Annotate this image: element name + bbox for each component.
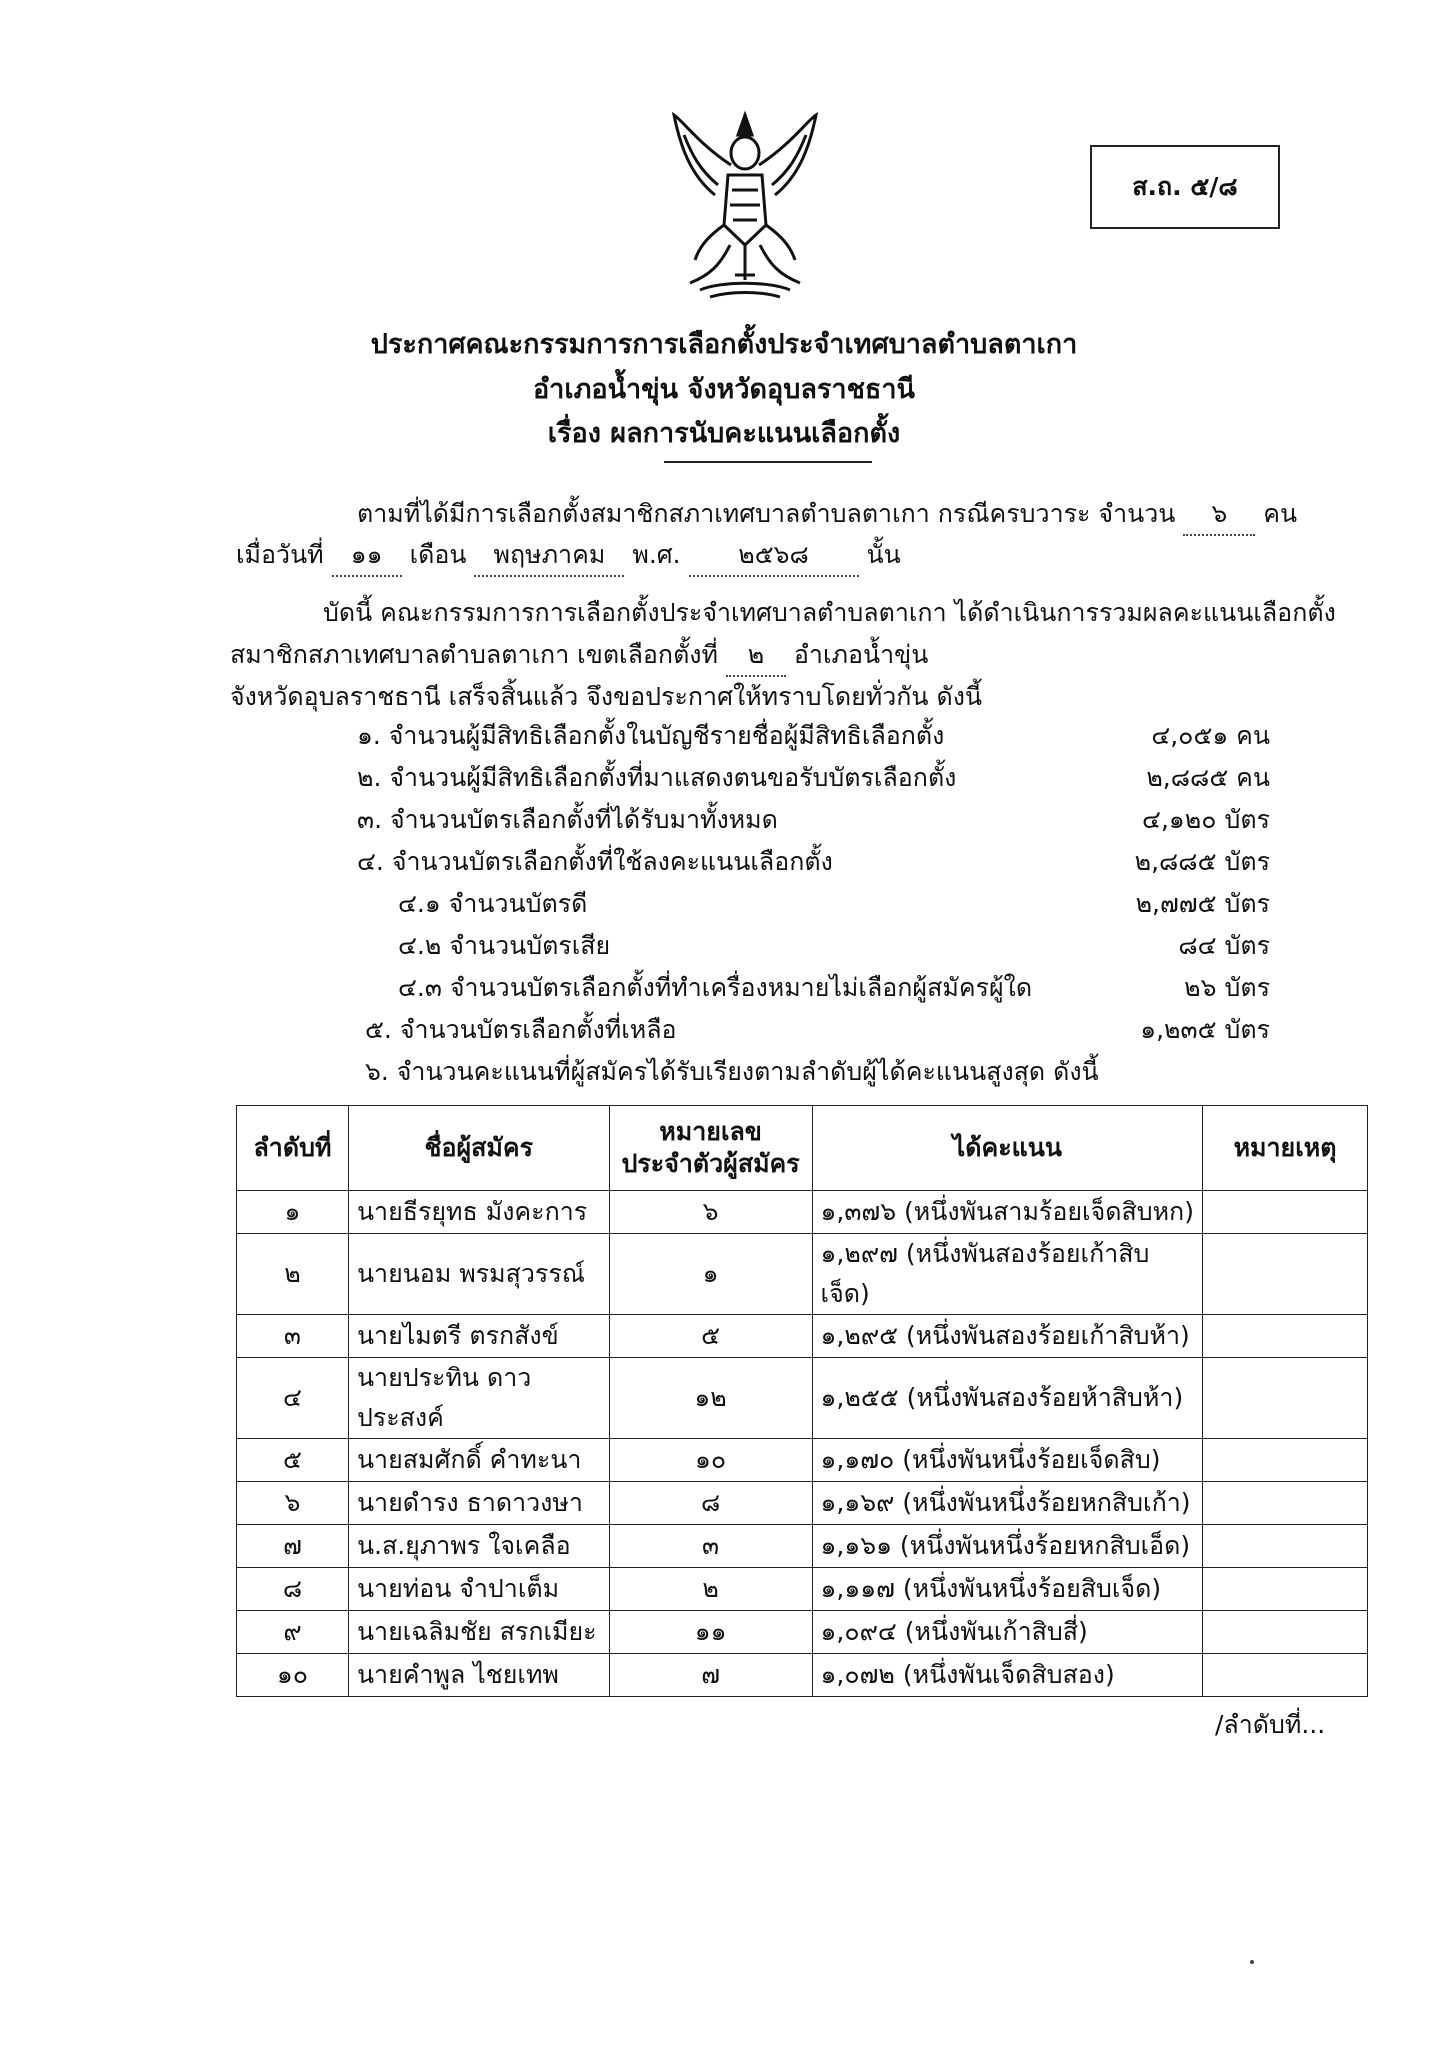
election-year: ๒๕๖๘ <box>689 535 859 577</box>
table-row <box>237 1525 1368 1568</box>
cell-number: ๑๑ <box>609 1611 812 1654</box>
cell-rank: ๑ <box>237 1191 349 1234</box>
cell-rank: ๕ <box>237 1439 349 1482</box>
stat-value: ๔,๑๒๐ บัตร <box>1142 805 1270 834</box>
cell-rank: ๒ <box>237 1234 349 1315</box>
announcement-subject: เรื่อง ผลการนับคะแนนเลือกตั้ง <box>547 418 901 449</box>
stat-value: ๔,๐๕๑ คน <box>1151 721 1270 750</box>
cell-rank: ๔ <box>237 1358 349 1439</box>
cell-remark <box>1203 1654 1368 1697</box>
cell-name: นายท่อน จำปาเต็ม <box>348 1568 609 1611</box>
header-number <box>609 1106 812 1191</box>
results-table <box>236 1105 1368 1697</box>
stat-label: ๓. จำนวนบัตรเลือกตั้งที่ได้รับมาทั้งหมด <box>357 805 778 834</box>
form-code: ส.ถ. ๕/๘ <box>1132 172 1238 201</box>
month-label: เดือน <box>409 540 467 569</box>
cell-number: ๒ <box>609 1568 812 1611</box>
garuda-emblem-icon <box>670 105 820 305</box>
district-number: ๒ <box>726 635 786 677</box>
cell-votes: ๑,๑๖๙ (หนึ่งพันหนึ่งร้อยหกสิบเก้า) <box>812 1482 1203 1525</box>
table-row <box>237 1482 1368 1525</box>
cell-name: นายประทิน ดาวประสงค์ <box>348 1358 609 1439</box>
cell-number: ๑๐ <box>609 1439 812 1482</box>
stat-label: ๒. จำนวนผู้มีสิทธิเลือกตั้งที่มาแสดงตนขอรับบัตรเลือกตั้ง <box>357 763 957 792</box>
stat-value: ๒๖ บัตร <box>1184 973 1270 1002</box>
stat-label: ๑. จำนวนผู้มีสิทธิเลือกตั้งในบัญชีรายชื่อผู้มีสิทธิเลือกตั้ง <box>357 721 945 750</box>
table-row <box>237 1439 1368 1482</box>
cell-name: น.ส.ยุภาพร ใจเคลือ <box>348 1525 609 1568</box>
table-row <box>237 1654 1368 1697</box>
table-row <box>237 1234 1368 1315</box>
cell-rank: ๘ <box>237 1568 349 1611</box>
cell-rank: ๓ <box>237 1315 349 1358</box>
cell-rank: ๖ <box>237 1482 349 1525</box>
cell-name: นายไมตรี ตรกสังข์ <box>348 1315 609 1358</box>
cell-votes: ๑,๑๖๑ (หนึ่งพันหนึ่งร้อยหกสิบเอ็ด) <box>812 1525 1203 1568</box>
body-line-2 <box>230 635 928 677</box>
cell-number: ๑ <box>609 1234 812 1315</box>
election-day: ๑๑ <box>332 535 402 577</box>
cell-rank: ๙ <box>237 1611 349 1654</box>
election-month: พฤษภาคม <box>474 535 624 577</box>
cell-votes: ๑,๐๗๒ (หนึ่งพันเจ็ดสิบสอง) <box>812 1654 1203 1697</box>
cell-remark <box>1203 1358 1368 1439</box>
header-number-line2: ประจำตัวผู้สมัคร <box>621 1149 800 1178</box>
cell-remark <box>1203 1315 1368 1358</box>
cell-remark <box>1203 1525 1368 1568</box>
cell-votes: ๑,๑๑๗ (หนึ่งพันหนึ่งร้อยสิบเจ็ด) <box>812 1568 1203 1611</box>
cell-remark <box>1203 1234 1368 1315</box>
body-line-1: บัดนี้ คณะกรรมการการเลือกตั้งประจำเทศบาลตำบลตาเกา ได้ดำเนินการรวมผลคะแนนเลือกตั้ง <box>323 598 1336 627</box>
continued-note: /ลำดับที่... <box>1215 1710 1326 1739</box>
cell-votes: ๑,๒๙๗ (หนึ่งพันสองร้อยเก้าสิบเจ็ด) <box>812 1234 1203 1315</box>
table-row <box>237 1191 1368 1234</box>
table-row <box>237 1315 1368 1358</box>
stat-label: ๕. จำนวนบัตรเลือกตั้งที่เหลือ <box>365 1015 677 1044</box>
cell-votes: ๑,๓๗๖ (หนึ่งพันสามร้อยเจ็ดสิบหก) <box>812 1191 1203 1234</box>
header-underline <box>664 461 872 463</box>
cell-remark <box>1203 1482 1368 1525</box>
cell-rank: ๑๐ <box>237 1654 349 1697</box>
cell-remark <box>1203 1191 1368 1234</box>
cell-name: นายเฉลิมชัย สรกเมียะ <box>348 1611 609 1654</box>
announcement-location: อำเภอน้ำขุ่น จังหวัดอุบลราชธานี <box>532 374 916 405</box>
cell-number: ๕ <box>609 1315 812 1358</box>
cell-remark <box>1203 1439 1368 1482</box>
stat-label: ๔.๑ จำนวนบัตรดี <box>398 889 588 918</box>
stat-value: ๑,๒๓๕ บัตร <box>1140 1015 1270 1044</box>
member-count: ๖ <box>1183 494 1255 536</box>
stat-label: ๔. จำนวนบัตรเลือกตั้งที่ใช้ลงคะแนนเลือกตั้ง <box>357 847 833 876</box>
form-code-box <box>1090 145 1280 229</box>
cell-votes: ๑,๒๕๕ (หนึ่งพันสองร้อยห้าสิบห้า) <box>812 1358 1203 1439</box>
cell-number: ๓ <box>609 1525 812 1568</box>
cell-number: ๘ <box>609 1482 812 1525</box>
cell-number: ๑๒ <box>609 1358 812 1439</box>
cell-votes: ๑,๒๙๕ (หนึ่งพันสองร้อยเก้าสิบห้า) <box>812 1315 1203 1358</box>
cell-votes: ๑,๐๙๔ (หนึ่งพันเก้าสิบสี่) <box>812 1611 1203 1654</box>
item-6-text: ๖. จำนวนคะแนนที่ผู้สมัครได้รับเรียงตามลำดับผู้ได้คะแนนสูงสุด ดังนี้ <box>365 1057 1099 1086</box>
cell-number: ๖ <box>609 1191 812 1234</box>
table-row <box>237 1358 1368 1439</box>
cell-remark <box>1203 1568 1368 1611</box>
header-number-line1: หมายเลข <box>659 1116 762 1146</box>
cell-name: นายคำพูล ไชยเทพ <box>348 1654 609 1697</box>
table-row <box>237 1568 1368 1611</box>
stat-label: ๔.๒ จำนวนบัตรเสีย <box>398 931 611 960</box>
year-label: พ.ศ. <box>632 540 681 569</box>
date-prefix: เมื่อวันที่ <box>236 540 324 569</box>
intro-text: ตามที่ได้มีการเลือกตั้งสมาชิกสภาเทศบาลตำบลตาเกา กรณีครบวาระ จำนวน <box>357 499 1176 528</box>
cell-name: นายนอม พรมสุวรรณ์ <box>348 1234 609 1315</box>
header-name: ชื่อผู้สมัคร <box>348 1106 609 1191</box>
table-header-row <box>237 1106 1368 1191</box>
body-line-3: จังหวัดอุบลราชธานี เสร็จสิ้นแล้ว จึงขอประกาศให้ทราบโดยทั่วกัน ดังนี้ <box>230 682 982 711</box>
scan-speck <box>1250 1960 1254 1964</box>
cell-rank: ๗ <box>237 1525 349 1568</box>
intro-line-2 <box>236 535 901 577</box>
header-remark: หมายเหตุ <box>1203 1106 1368 1191</box>
intro-line-1 <box>357 494 1297 536</box>
district-suffix: อำเภอน้ำขุ่น <box>793 640 929 669</box>
header-rank: ลำดับที่ <box>237 1106 349 1191</box>
announcement-title: ประกาศคณะกรรมการการเลือกตั้งประจำเทศบาลตำบลตาเกา <box>370 329 1078 360</box>
table-row <box>237 1611 1368 1654</box>
header-votes: ได้คะแนน <box>812 1106 1203 1191</box>
stat-value: ๒,๘๘๕ บัตร <box>1134 847 1270 876</box>
member-unit: คน <box>1263 499 1298 528</box>
stat-value: ๘๔ บัตร <box>1178 931 1270 960</box>
stat-value: ๒,๗๗๕ บัตร <box>1135 889 1270 918</box>
cell-votes: ๑,๑๗๐ (หนึ่งพันหนึ่งร้อยเจ็ดสิบ) <box>812 1439 1203 1482</box>
district-prefix: สมาชิกสภาเทศบาลตำบลตาเกา เขตเลือกตั้งที่ <box>230 640 718 669</box>
stat-value: ๒,๘๘๕ คน <box>1146 763 1270 792</box>
cell-number: ๗ <box>609 1654 812 1697</box>
cell-name: นายธีรยุทธ มังคะการ <box>348 1191 609 1234</box>
cell-name: นายสมศักดิ์ คำทะนา <box>348 1439 609 1482</box>
cell-name: นายดำรง ธาดาวงษา <box>348 1482 609 1525</box>
date-suffix: นั้น <box>866 540 901 569</box>
cell-remark <box>1203 1611 1368 1654</box>
stat-label: ๔.๓ จำนวนบัตรเลือกตั้งที่ทำเครื่องหมายไม่เลือกผู้สมัครผู้ใด <box>398 973 1033 1002</box>
